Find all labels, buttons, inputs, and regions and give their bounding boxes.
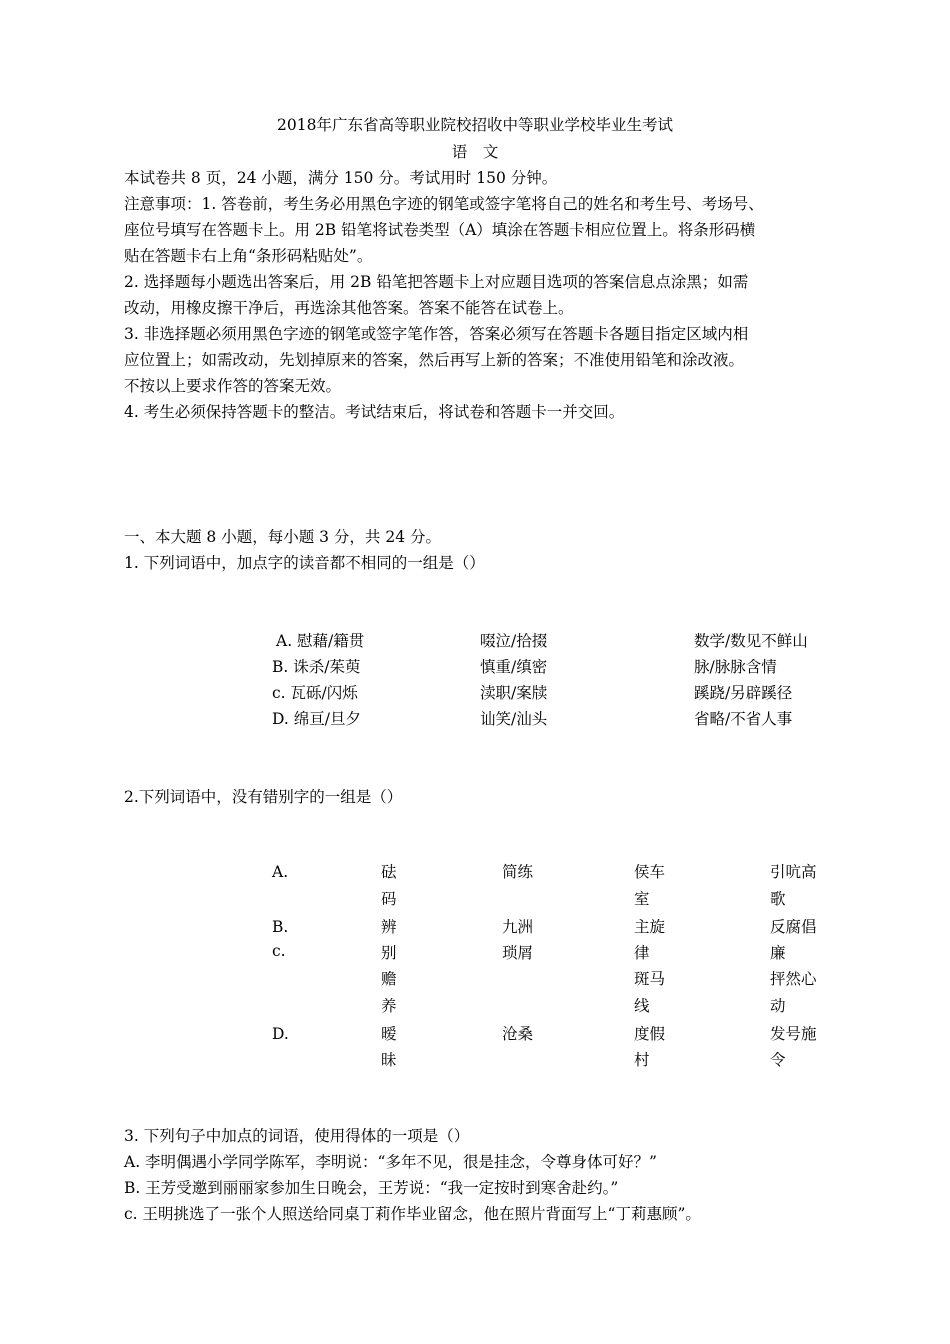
q2-cell: 赡 [381,970,397,988]
q2-cell: 砝 [381,863,397,881]
q2-cell: 辨 [381,918,397,936]
subject-title: 语 文 [451,143,499,161]
notice-line: 座位号填写在答题卡上。用 2B 铅笔将试卷类型（A）填涂在答题卡相应位置上。将条形码横 [124,221,756,239]
q3-option: B. 王芳受邀到丽丽家参加生日晚会，王芳说：“我一定按时到寒舍赴约。” [124,1179,619,1197]
q2-option-label: D. [272,1025,289,1043]
q2-cell: 昧 [381,1051,397,1069]
q1-option-cell: 渎职/案牍 [480,684,548,702]
q2-cell: 令 [770,1051,786,1069]
q2-cell: 沧桑 [502,1025,534,1043]
q2-cell: 养 [381,997,397,1015]
q2-cell: 村 [634,1051,650,1069]
q1-option-cell: c. 瓦砾/闪烁 [272,684,358,702]
q1-option-cell: 慎重/缜密 [480,658,548,676]
q1-option-cell: 脉/脉脉含情 [694,658,777,676]
q2-cell: 简练 [502,863,534,881]
q2-option-label: A. [272,863,289,881]
q2-cell: 抨然心 [770,970,817,988]
q2-cell: 反腐倡 [770,918,817,936]
q2-cell: 引吭高 [770,863,817,881]
q1-option-cell: 啜泣/拾掇 [480,632,548,650]
q2-option-label: c. [272,942,286,960]
q2-cell: 侯车 [634,863,666,881]
q2-cell: 琐屑 [502,944,534,962]
question-2-stem: 2.下列词语中，没有错别字的一组是（） [124,788,403,806]
notice-line: 2. 选择题每小题选出答案后，用 2B 铅笔把答题卡上对应题目选项的答案信息点涂黑；如需 [124,273,749,291]
q2-cell: 歌 [770,890,786,908]
q2-cell: 别 [381,944,397,962]
q2-cell: 码 [381,890,397,908]
q1-option-cell: A. 慰藉/籍贯 [276,632,365,650]
q2-cell: 九洲 [502,918,534,936]
q2-cell: 线 [634,997,650,1015]
notice-line: 贴在答题卡右上角“条形码粘贴处”。 [124,247,373,265]
q2-cell: 度假 [634,1025,666,1043]
notice-line: 应位置上；如需改动，先划掉原来的答案，然后再写上新的答案；不准使用铅笔和涂改液。 [124,351,745,369]
notice-line: 注意事项：1. 答卷前，考生务必用黑色字迹的钢笔或签字笔将自己的姓名和考生号、考场号、 [124,195,764,213]
q2-cell: 斑马 [634,970,666,988]
q1-option-cell: 蹊跷/另辟蹊径 [694,684,793,702]
exam-title: 2018年广东省高等职业院校招收中等职业学校毕业生考试 [277,116,673,134]
q2-cell: 动 [770,997,786,1015]
question-1-stem: 1. 下列词语中，加点字的读音都不相同的一组是（） [124,554,485,572]
notice-line: 改动，用橡皮擦干净后，再选涂其他答案。答案不能答在试卷上。 [124,299,574,317]
question-3-stem: 3. 下列句子中加点的词语，使用得体的一项是（） [124,1127,470,1145]
q2-cell: 律 [634,944,650,962]
notice-line: 不按以上要求作答的答案无效。 [124,377,342,395]
q2-option-label: B. [272,918,289,936]
exam-summary: 本试卷共 8 页，24 小题，满分 150 分。考试用时 150 分钟。 [124,169,558,187]
q1-option-cell: 数学/数见不鲜山 [694,632,808,650]
q1-option-cell: D. 绵亘/旦夕 [272,710,361,728]
q3-option: A. 李明偶遇小学同学陈军，李明说：“多年不见，很是挂念，令尊身体可好？” [124,1153,657,1171]
q1-option-cell: 讪笑/汕头 [480,710,548,728]
q3-option: c. 王明挑选了一张个人照送给同桌丁莉作毕业留念，他在照片背面写上“丁莉惠顾”。 [124,1205,701,1223]
section-heading: 一、本大题 8 小题，每小题 3 分，共 24 分。 [124,528,442,546]
notice-line: 3. 非选择题必须用黑色字迹的钢笔或签字笔作答，答案必须写在答题卡各题目指定区域内相 [124,325,749,343]
q2-cell: 主旋 [634,918,666,936]
q1-option-cell: B. 诛杀/茱萸 [272,658,361,676]
q2-cell: 发号施 [770,1025,817,1043]
notice-line: 4. 考生必须保持答题卡的整洁。考试结束后，将试卷和答题卡一并交回。 [124,403,625,421]
q1-option-cell: 省略/不省人事 [694,710,793,728]
q2-cell: 暧 [381,1025,397,1043]
q2-cell: 廉 [770,944,786,962]
q2-cell: 室 [634,890,650,908]
